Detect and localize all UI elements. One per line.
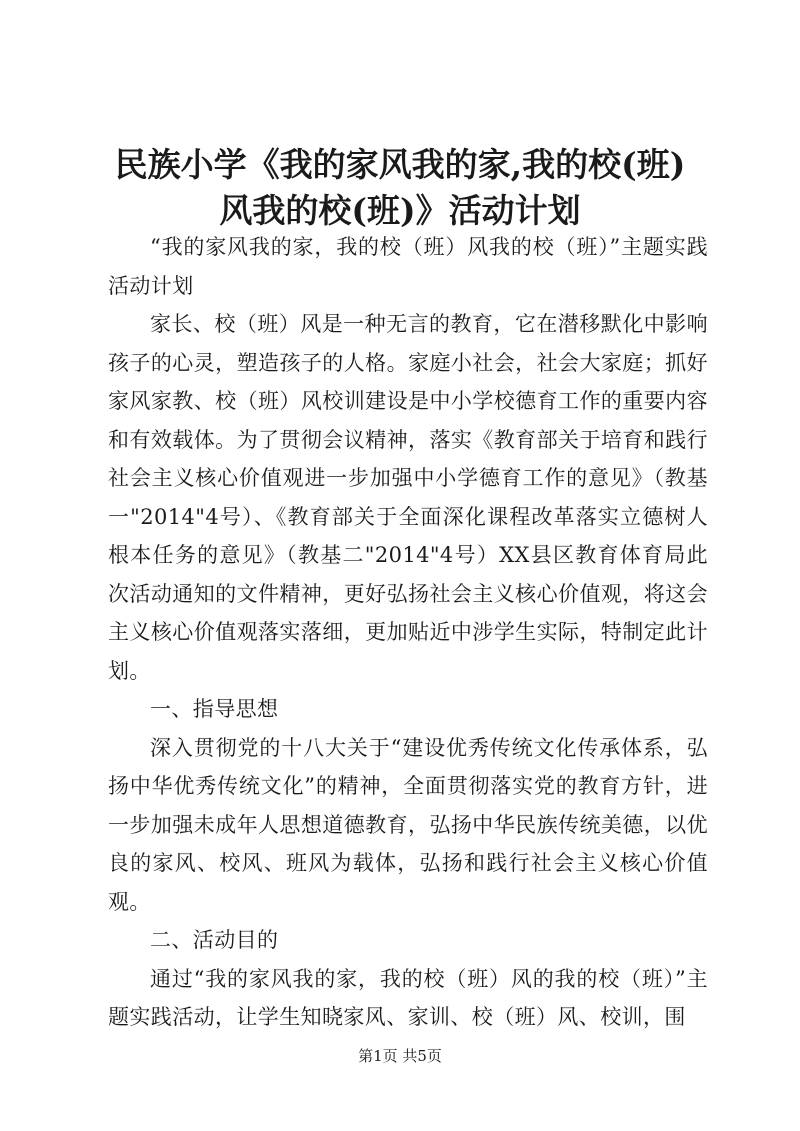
section-heading-guiding-ideology: 一、指导思想 (150, 697, 279, 721)
document-title: 民族小学《我的家风我的家,我的校(班)风我的校(班)》活动计划 (114, 145, 686, 230)
intro-paragraph: “我的家风我的家，我的校（班）风我的校（班）”主题实践活动计划 (108, 235, 708, 298)
section-heading-activity-purpose: 二、活动目的 (150, 928, 279, 952)
document-body (108, 228, 708, 1037)
guiding-ideology-paragraph: 深入贯彻党的十八大关于“建设优秀传统文化传承体系，弘扬中华优秀传统文化”的精神，全面贯彻落实党的教育方针，进一步加强未成年人思想道德教育，弘扬中华民族传统美德，以优良的家风、校风、班风为载体，弘扬和践行社会主义核心价值观。 (108, 735, 708, 914)
activity-purpose-paragraph: 通过“我的家风我的家，我的校（班）风的我的校（班）”主题实践活动，让学生知晓家风、家训、校（班）风、校训，围 (108, 966, 708, 1029)
background-paragraph: 家长、校（班）风是一种无言的教育，它在潜移默化中影响孩子的心灵，塑造孩子的人格。家庭小社会，社会大家庭；抓好家风家教、校（班）风校训建设是中小学校德育工作的重要内容和有效载体。为了贯彻会议精神，落实《教育部关于培育和践行社会主义核心价值观进一步加强中小学德育工作的意见》（教基一"2014"4号）、《教育部关于全面深化课程改革落实立德树人根本任务的意见》（教基二"2014"4号）XX县区教育体育局此次活动通知的文件精神，更好弘扬社会主义核心价值观，将这会主义核心价值观落实落细，更加贴近中涉学生实际，特制定此计划。 (108, 312, 708, 683)
page-footer: 第1页 共5页 (358, 1047, 442, 1065)
